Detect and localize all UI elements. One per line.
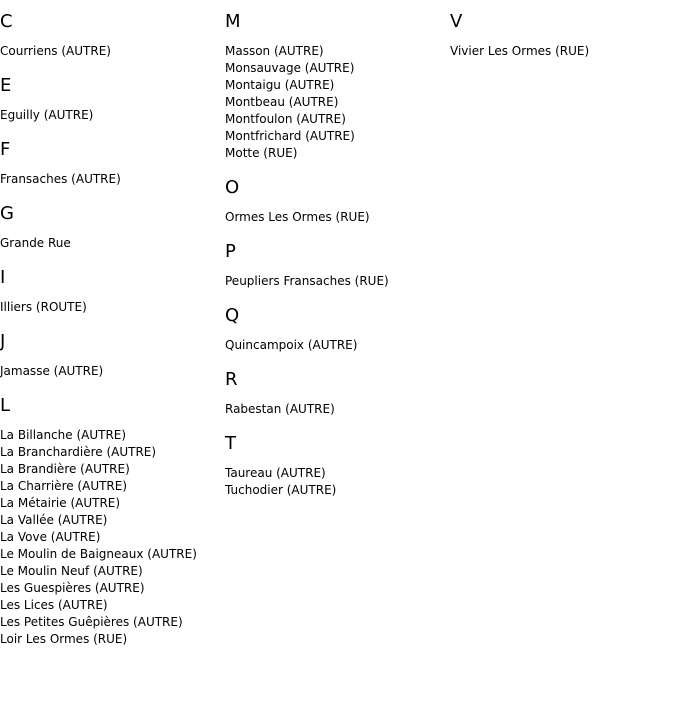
- letter-group: [0, 201, 225, 252]
- street-link[interactable]: Fransaches (AUTRE): [0, 172, 121, 186]
- street-list-item: [225, 209, 450, 226]
- letter-heading: P: [225, 241, 236, 262]
- street-link[interactable]: Le Moulin Neuf (AUTRE): [0, 564, 143, 578]
- street-list-item: [0, 512, 225, 529]
- street-link[interactable]: Montfoulon (AUTRE): [225, 112, 346, 126]
- street-list: [225, 43, 450, 162]
- street-link[interactable]: Grande Rue: [0, 236, 71, 250]
- letter-group: [225, 431, 450, 499]
- letter-group: [450, 9, 675, 60]
- street-link[interactable]: La Vove (AUTRE): [0, 530, 101, 544]
- index-column-2: [225, 9, 450, 512]
- street-list-item: [225, 60, 450, 77]
- street-list-item: [225, 94, 450, 111]
- street-list: [225, 209, 450, 226]
- letter-heading: R: [225, 369, 238, 390]
- letter-heading: O: [225, 177, 240, 198]
- street-link[interactable]: Le Moulin de Baigneaux (AUTRE): [0, 547, 197, 561]
- street-link[interactable]: Les Guespières (AUTRE): [0, 581, 145, 595]
- street-link[interactable]: Motte (RUE): [225, 146, 298, 160]
- letter-group: [225, 175, 450, 226]
- street-list: [225, 273, 450, 290]
- letter-heading: M: [225, 11, 241, 32]
- street-list-item: [450, 43, 675, 60]
- street-link[interactable]: Eguilly (AUTRE): [0, 108, 94, 122]
- street-list-item: [225, 401, 450, 418]
- letter-group: [0, 137, 225, 188]
- letter-heading: F: [0, 139, 11, 160]
- street-list-item: [0, 43, 225, 60]
- street-list-item: [225, 43, 450, 60]
- street-link[interactable]: Les Lices (AUTRE): [0, 598, 108, 612]
- letter-heading: G: [0, 203, 14, 224]
- letter-group: [225, 303, 450, 354]
- street-list-item: [0, 614, 225, 631]
- street-list: [225, 401, 450, 418]
- letter-heading: I: [0, 267, 6, 288]
- street-link[interactable]: Ormes Les Ormes (RUE): [225, 210, 370, 224]
- street-list-item: [225, 273, 450, 290]
- street-list: [225, 465, 450, 499]
- street-list-item: [225, 128, 450, 145]
- street-list-item: [0, 529, 225, 546]
- street-link[interactable]: La Charrière (AUTRE): [0, 479, 128, 493]
- street-link[interactable]: Montbeau (AUTRE): [225, 95, 339, 109]
- street-link[interactable]: Jamasse (AUTRE): [0, 364, 104, 378]
- letter-group: [0, 9, 225, 60]
- letter-heading: T: [225, 433, 236, 454]
- street-list-item: [0, 563, 225, 580]
- street-list-item: [225, 482, 450, 499]
- street-list-item: [0, 171, 225, 188]
- street-list-item: [0, 427, 225, 444]
- street-list: [0, 299, 225, 316]
- letter-heading: E: [0, 75, 12, 96]
- street-link[interactable]: Tuchodier (AUTRE): [225, 483, 337, 497]
- street-list: [225, 337, 450, 354]
- street-link[interactable]: Quincampoix (AUTRE): [225, 338, 358, 352]
- letter-heading: J: [0, 331, 6, 352]
- street-list-item: [225, 145, 450, 162]
- street-list-item: [225, 337, 450, 354]
- street-list-item: [0, 444, 225, 461]
- street-list-item: [0, 580, 225, 597]
- street-list-item: [0, 631, 225, 648]
- street-list-item: [0, 478, 225, 495]
- street-list-item: [0, 107, 225, 124]
- street-link[interactable]: Loir Les Ormes (RUE): [0, 632, 128, 646]
- street-link[interactable]: Montaigu (AUTRE): [225, 78, 335, 92]
- street-link[interactable]: Vivier Les Ormes (RUE): [450, 44, 590, 58]
- street-link[interactable]: Monsauvage (AUTRE): [225, 61, 355, 75]
- street-link[interactable]: La Métairie (AUTRE): [0, 496, 121, 510]
- street-list-item: [0, 495, 225, 512]
- letter-heading: V: [450, 11, 463, 32]
- street-list-item: [0, 235, 225, 252]
- street-link[interactable]: La Billanche (AUTRE): [0, 428, 127, 442]
- street-link[interactable]: La Vallée (AUTRE): [0, 513, 108, 527]
- street-link[interactable]: La Branchardière (AUTRE): [0, 445, 157, 459]
- street-link[interactable]: Illiers (ROUTE): [0, 300, 87, 314]
- street-list: [450, 43, 675, 60]
- street-list-item: [0, 597, 225, 614]
- letter-group: [225, 239, 450, 290]
- street-list: [0, 235, 225, 252]
- street-list: [0, 43, 225, 60]
- index-column-3: [450, 9, 675, 73]
- letter-group: [0, 265, 225, 316]
- street-link[interactable]: Peupliers Fransaches (RUE): [225, 274, 389, 288]
- street-link[interactable]: Courriens (AUTRE): [0, 44, 111, 58]
- street-list-item: [225, 465, 450, 482]
- street-list-item: [0, 363, 225, 380]
- street-list: [0, 171, 225, 188]
- street-link[interactable]: Taureau (AUTRE): [225, 466, 326, 480]
- street-list-item: [0, 299, 225, 316]
- street-link[interactable]: La Brandière (AUTRE): [0, 462, 130, 476]
- street-list-item: [225, 77, 450, 94]
- letter-group: [0, 73, 225, 124]
- street-list: [0, 363, 225, 380]
- letter-heading: Q: [225, 305, 240, 326]
- letter-group: [0, 329, 225, 380]
- letter-heading: L: [0, 395, 11, 416]
- street-list-item: [0, 461, 225, 478]
- street-list-item: [225, 111, 450, 128]
- street-list: [0, 427, 225, 648]
- street-list-item: [0, 546, 225, 563]
- letter-heading: C: [0, 11, 13, 32]
- letter-group: [225, 367, 450, 418]
- index-column-1: [0, 9, 225, 661]
- street-link[interactable]: Masson (AUTRE): [225, 44, 324, 58]
- letter-group: [225, 9, 450, 162]
- street-link[interactable]: Rabestan (AUTRE): [225, 402, 335, 416]
- street-list: [0, 107, 225, 124]
- street-link[interactable]: Les Petites Guêpières (AUTRE): [0, 615, 183, 629]
- letter-group: [0, 393, 225, 648]
- street-link[interactable]: Montfrichard (AUTRE): [225, 129, 355, 143]
